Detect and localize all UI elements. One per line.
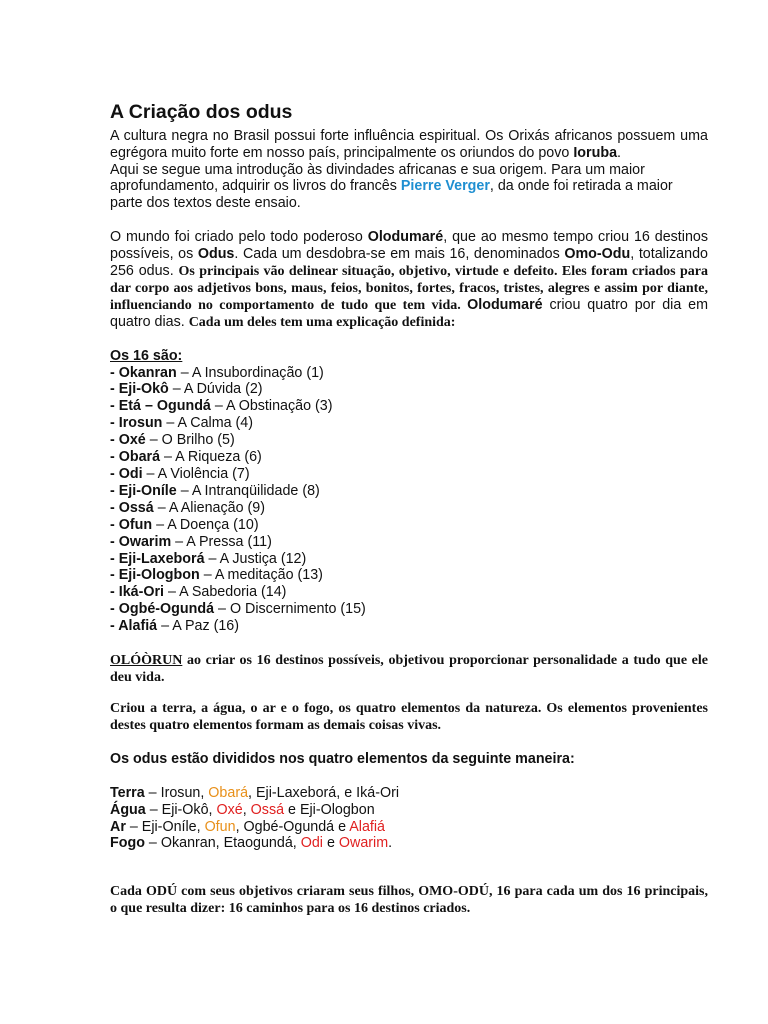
fogo-sep: – bbox=[144, 835, 161, 852]
odu-description: – A Alienação (9) bbox=[153, 499, 265, 516]
world-text-c: , que ao mesmo tempo criou 16 destinos possíveis, os bbox=[110, 228, 709, 262]
odu-description: – A meditação (13) bbox=[199, 567, 323, 584]
odu-description: – A Justiça (12) bbox=[204, 550, 307, 567]
odu-description: – A Doença (10) bbox=[152, 516, 259, 533]
list-item bbox=[110, 466, 708, 483]
agua-t1: Eji-Okô, bbox=[161, 801, 217, 818]
odu-name: - Irosun bbox=[110, 415, 163, 432]
element-fogo bbox=[110, 835, 708, 852]
world-text-a: O mundo foi criado pelo todo poderoso bbox=[110, 228, 368, 245]
odu-description: – A Dúvida (2) bbox=[168, 381, 263, 398]
oloorun-text: ao criar os 16 destinos possíveis, objetivou proporcionar personalidade a tudo que ele deu vida. bbox=[110, 653, 708, 686]
intro2-text-end: , da onde foi retirada a maior parte dos textos deste ensaio. bbox=[110, 178, 673, 212]
element-agua bbox=[110, 802, 708, 819]
list-item bbox=[110, 517, 708, 534]
agua-sep: – bbox=[145, 801, 162, 818]
odu-description: – A Pressa (11) bbox=[171, 533, 272, 550]
fogo-t1: Okanran, Etaogundá, bbox=[160, 835, 301, 852]
ar-sep: – bbox=[125, 818, 142, 835]
odu-name: - Eji-Okô bbox=[110, 381, 169, 398]
odu-name: - Alafiá bbox=[110, 618, 158, 635]
ioruba-term: Ioruba bbox=[573, 144, 618, 161]
odu-name: - Ossá bbox=[110, 499, 154, 516]
odu-name: - Oxé bbox=[110, 432, 146, 449]
world-paragraph bbox=[110, 229, 708, 331]
list-item bbox=[110, 601, 708, 618]
list-item bbox=[110, 618, 708, 635]
alafia-red: Alafiá bbox=[349, 818, 385, 835]
list-item bbox=[110, 483, 708, 500]
division-heading: Os odus estão divididos nos quatro elementos da seguinte maneira: bbox=[110, 751, 575, 768]
agua-t3: , bbox=[242, 801, 251, 818]
fogo-t5: . bbox=[388, 835, 393, 852]
odu-name: - Iká-Ori bbox=[110, 584, 165, 601]
odus-term: Odus bbox=[197, 245, 235, 262]
terra-sep: – bbox=[144, 785, 161, 802]
odu-description: – A Riqueza (6) bbox=[160, 449, 262, 466]
world-serif-text: Os principais vão delinear situação, objetivo, virtude e defeito. Eles foram criados para dar corpo aos adjetivos bons, maus, feios, bonitos, fortes, fracos, tristes, alegres e assim por diante, influenciando no comportamento de tudo que tem vida. bbox=[110, 263, 708, 313]
odu-name: - Etá – Ogundá bbox=[110, 398, 211, 415]
terra-t3: , Eji-Laxeborá, e Iká-Ori bbox=[248, 785, 400, 802]
element-terra bbox=[110, 785, 708, 802]
document-page bbox=[110, 100, 708, 917]
list-item bbox=[110, 398, 708, 415]
oloorun-paragraph bbox=[110, 652, 708, 686]
owarim-red: Owarim bbox=[338, 835, 389, 852]
terra-label: Terra bbox=[110, 785, 145, 802]
odu-name: - Ofun bbox=[110, 516, 153, 533]
odu-description: – O Discernimento (15) bbox=[214, 601, 366, 618]
odu-name: - Ogbé-Ogundá bbox=[110, 601, 215, 618]
list-item bbox=[110, 381, 708, 398]
odu-description: – A Paz (16) bbox=[157, 618, 239, 635]
intro-paragraph-1 bbox=[110, 128, 708, 162]
list-item bbox=[110, 584, 708, 601]
odu-description: – A Sabedoria (14) bbox=[164, 584, 287, 601]
odu-description: – A Calma (4) bbox=[162, 415, 254, 432]
odu-description: – A Insubordinação (1) bbox=[176, 364, 324, 381]
closing-paragraph: Cada ODÚ com seus objetivos criaram seus filhos, OMO-ODÚ, 16 para cada um dos 16 principais, o que resulta dizer: 16 caminhos para os 16 destinos criados. bbox=[110, 884, 708, 917]
ofun-orange: Ofun bbox=[204, 818, 236, 835]
ar-t1: Eji-Oníle, bbox=[141, 818, 205, 835]
odu-name: - Owarim bbox=[110, 533, 172, 550]
intro-text: A cultura negra no Brasil possui forte influência espiritual. Os Orixás africanos possuem uma egrégora muito forte em nosso país, principalmente os oriundos do povo bbox=[110, 128, 708, 161]
list-item bbox=[110, 449, 708, 466]
ossa-red: Ossá bbox=[250, 801, 285, 818]
odu-description: – O Brilho (5) bbox=[145, 432, 235, 449]
ar-t3: , Ogbé-Ogundá e bbox=[235, 818, 350, 835]
world-text-j: criou quatro por dia em quatro dias. bbox=[110, 296, 708, 330]
fogo-label: Fogo bbox=[110, 835, 145, 852]
world-text-e: . Cada um desdobra-se em mais 16, denominados bbox=[234, 245, 565, 262]
odu-name: - Odi bbox=[110, 466, 143, 483]
list-item bbox=[110, 551, 708, 568]
odu-description: – A Intranqüilidade (8) bbox=[176, 482, 320, 499]
intro2-text: Aqui se segue uma introdução às divindades africanas e sua origem. Para um maior aprofundamento, adquirir os livros do francês bbox=[110, 161, 645, 195]
odu-description: – A Violência (7) bbox=[142, 466, 250, 483]
odu-name: - Okanran bbox=[110, 364, 177, 381]
list-item bbox=[110, 500, 708, 517]
fogo-t3: e bbox=[322, 835, 339, 852]
elements-paragraph: Criou a terra, a água, o ar e o fogo, os quatro elementos da natureza. Os elementos provenientes destes quatro elementos formam as demais coisas vivas. bbox=[110, 701, 708, 734]
oloorun-term: OLÓÒRUN bbox=[110, 653, 183, 669]
list-item bbox=[110, 534, 708, 551]
intro-text-end: . bbox=[617, 144, 621, 161]
pierre-verger-link[interactable]: Pierre Verger bbox=[400, 178, 490, 195]
list-item bbox=[110, 365, 708, 382]
odu-name: - Eji-Ologbon bbox=[110, 567, 200, 584]
ar-label: Ar bbox=[110, 818, 126, 835]
oxe-red: Oxé bbox=[216, 801, 243, 818]
odu-name: - Eji-Oníle bbox=[110, 482, 177, 499]
list-item bbox=[110, 432, 708, 449]
element-ar bbox=[110, 819, 708, 836]
list-heading: Os 16 são: bbox=[110, 347, 183, 364]
odu-list bbox=[110, 365, 708, 636]
odu-name: - Obará bbox=[110, 449, 161, 466]
obara-orange: Obará bbox=[208, 785, 249, 802]
world-text-g: , totalizando 256 odus. bbox=[110, 245, 708, 279]
list-item bbox=[110, 567, 708, 584]
agua-label: Água bbox=[110, 801, 146, 818]
terra-t1: Irosun, bbox=[160, 785, 209, 802]
odi-red: Odi bbox=[300, 835, 323, 852]
page-title: A Criação dos odus bbox=[110, 101, 293, 123]
agua-t5: e Eji-Ologbon bbox=[284, 801, 375, 818]
olodumare-term: Olodumaré bbox=[367, 228, 444, 245]
list-item bbox=[110, 415, 708, 432]
world-serif-end: Cada um deles tem uma explicação definida: bbox=[188, 314, 456, 330]
omo-odu-term: Omo-Odu bbox=[564, 245, 631, 262]
odu-name: - Eji-Laxeborá bbox=[110, 550, 205, 567]
odu-description: – A Obstinação (3) bbox=[210, 398, 333, 415]
olodumare-term-2: Olodumaré bbox=[467, 296, 543, 313]
intro-paragraph-2 bbox=[110, 162, 708, 212]
